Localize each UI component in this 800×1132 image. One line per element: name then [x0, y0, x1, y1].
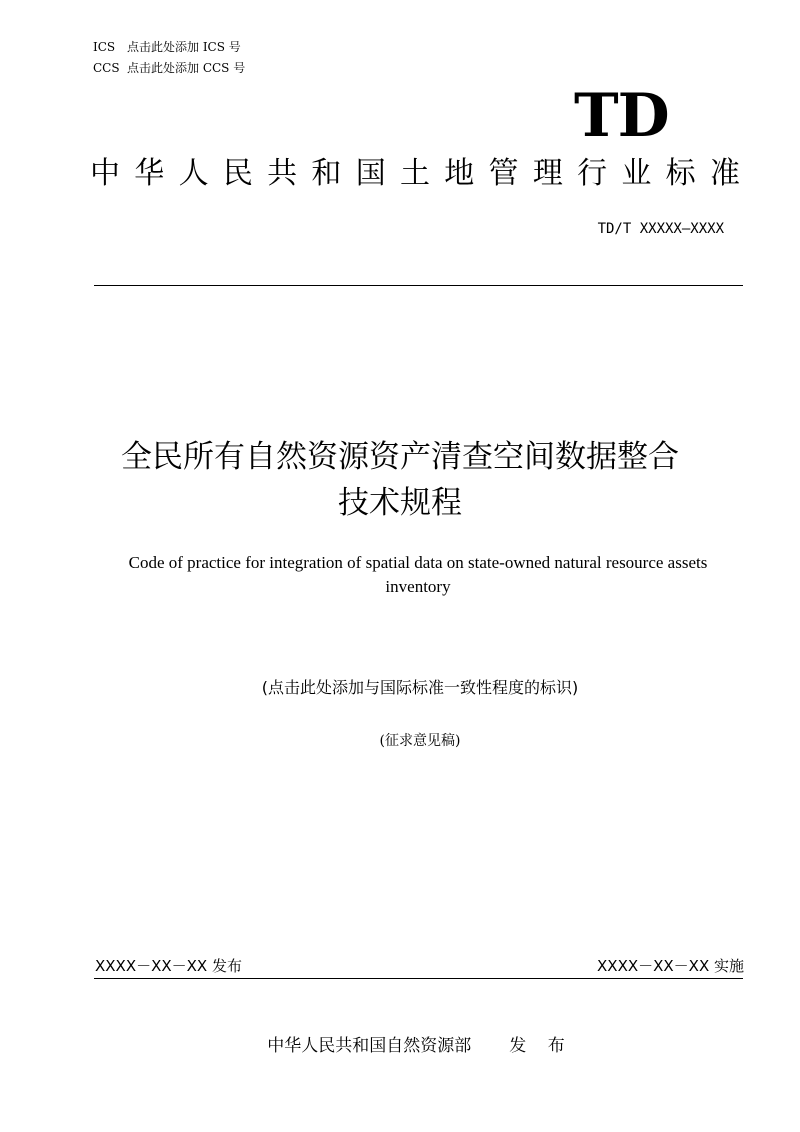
title-en-line-2: inventory: [385, 577, 451, 596]
category-char: 地: [444, 156, 475, 191]
category-char: 国: [355, 156, 386, 191]
ics-number-line: [93, 40, 241, 54]
category-char: 管: [488, 156, 519, 191]
title-en-line-1: Code of practice for integration of spatial data on state-owned natural resource assets: [128, 553, 708, 572]
ics-label: ICS: [93, 40, 116, 54]
issuer-line: [120, 1034, 720, 1058]
title-cn-line-2: 技术规程: [338, 485, 462, 521]
footer-divider: [94, 978, 743, 979]
category-char: 中: [90, 156, 120, 191]
category-char: 理: [532, 156, 563, 191]
category-char: 标: [665, 156, 696, 191]
ccs-number-line: [93, 61, 245, 75]
category-char: 行: [577, 156, 608, 191]
title-cn-line-1: 全民所有自然资源资产清查空间数据整合: [121, 439, 679, 475]
td-logo: TD: [574, 81, 669, 151]
ccs-label: CCS: [93, 61, 120, 75]
issuer-name: 中华人民共和国自然资源部: [267, 1036, 472, 1056]
category-char: 华: [134, 156, 165, 191]
category-char: 土: [399, 156, 430, 191]
ccs-placeholder[interactable]: 点击此处添加 CCS 号: [127, 61, 246, 75]
category-char: 业: [621, 156, 652, 191]
consistency-placeholder[interactable]: (点击此处添加与国际标准一致性程度的标识): [261, 678, 579, 697]
issuer-action: 发 布: [509, 1036, 573, 1056]
header-divider: [94, 285, 743, 286]
category-char: 民: [222, 156, 253, 191]
category-char: 和: [311, 156, 342, 191]
category-char: 准: [709, 156, 740, 191]
draft-stage-label: (征求意见稿): [379, 733, 461, 749]
implementation-date: XXXX－XX－XX 实施: [597, 957, 744, 975]
document-title-en: [90, 551, 746, 599]
issue-date: XXXX－XX－XX 发布: [95, 957, 242, 975]
standard-number: TD/T XXXXX—XXXX: [597, 221, 724, 237]
standard-category-title: [90, 151, 740, 197]
ics-placeholder[interactable]: 点击此处添加 ICS 号: [127, 40, 241, 54]
document-title-cn: [60, 434, 740, 526]
category-char: 人: [178, 156, 209, 191]
category-char: 共: [267, 156, 298, 191]
